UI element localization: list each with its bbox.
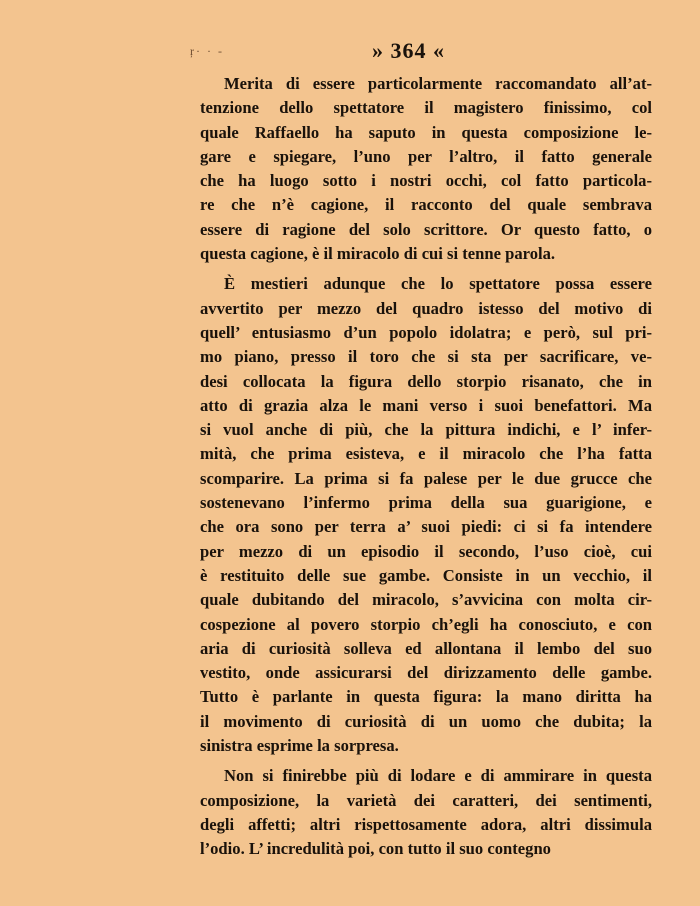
page-header xyxy=(0,38,700,68)
text-line: quell’ entusiasmo d’un popolo idolatra; e però, sul pri- xyxy=(200,322,652,342)
text-line: essere di ragione del solo scrittore. Or questo fatto, o xyxy=(200,219,652,239)
paragraph xyxy=(200,72,652,266)
text-line: Merita di essere particolarmente raccomandato all’at- xyxy=(224,74,652,93)
paragraph xyxy=(200,764,652,861)
text-line: atto di grazia alza le mani verso i suoi benefattori. Ma xyxy=(200,395,652,415)
paragraph xyxy=(200,272,652,758)
text-line: È mestieri adunque che lo spettatore possa essere xyxy=(224,274,652,294)
text-line: Tutto è parlante in questa figura: la mano diritta ha xyxy=(200,687,652,707)
page-number: » 364 « xyxy=(372,38,445,63)
text-line: sostenevano l’infermo prima della sua guarigione, e xyxy=(200,493,652,513)
text-line: mo piano, presso il toro che si sta per sacrificare, ve- xyxy=(200,347,652,367)
text-line: composizione, la varietà dei caratteri, dei sentimenti, xyxy=(200,790,652,810)
ink-smudge: ŗ· · - xyxy=(190,44,224,58)
text-line: l’odio. L’ incredulità poi, con tutto il suo contegno xyxy=(200,839,551,859)
text-line: tenzione dello spettatore il magistero finissimo, col xyxy=(200,98,652,118)
text-line: il movimento di curiosità di un uomo che dubita; la xyxy=(200,711,652,731)
text-line: gare e spiegare, l’uno per l’altro, il fatto generale xyxy=(200,146,652,166)
text-line: quale dubitando del miracolo, s’avvicina con molta cir- xyxy=(200,590,652,610)
text-line: aria di curiosità solleva ed allontana il lembo del suo xyxy=(200,638,652,658)
text-line: sinistra esprime la sorpresa. xyxy=(200,736,399,756)
text-line: avvertito per mezzo del quadro istesso del motivo di xyxy=(200,298,652,318)
text-line: vestito, onde assicurarsi del dirizzamento delle gambe. xyxy=(200,663,652,683)
body-text xyxy=(200,72,652,862)
text-line: per mezzo di un episodio il secondo, l’uso cioè, cui xyxy=(200,541,652,561)
text-line: è restituito delle sue gambe. Consiste in un vecchio, il xyxy=(200,565,652,585)
text-line: che ora sono per terra a’ suoi piedi: ci si fa intendere xyxy=(200,517,652,537)
text-line: questa cagione, è il miracolo di cui si tenne parola. xyxy=(200,244,556,264)
text-line: cospezione al povero storpio ch’egli ha conosciuto, e con xyxy=(200,614,652,634)
text-line: re che n’è cagione, il racconto del quale sembrava xyxy=(200,195,652,215)
text-line: quale Raffaello ha saputo in questa composizione le- xyxy=(200,122,652,142)
text-line: mità, che prima esisteva, e il miracolo che l’ha fatta xyxy=(200,444,652,464)
text-line: Non si finirebbe più di lodare e di ammirare in questa xyxy=(224,766,652,786)
text-line: si vuol anche di più, che la pittura indichi, e l’ infer- xyxy=(200,420,652,440)
text-line: scomparire. La prima si fa palese per le due grucce che xyxy=(200,468,652,488)
text-line: desi collocata la figura dello storpio risanato, che in xyxy=(200,371,652,391)
text-line: degli affetti; altri rispettosamente adora, altri dissimula xyxy=(200,814,652,834)
text-line: che ha luogo sotto i nostri occhi, col fatto particola- xyxy=(200,171,652,191)
